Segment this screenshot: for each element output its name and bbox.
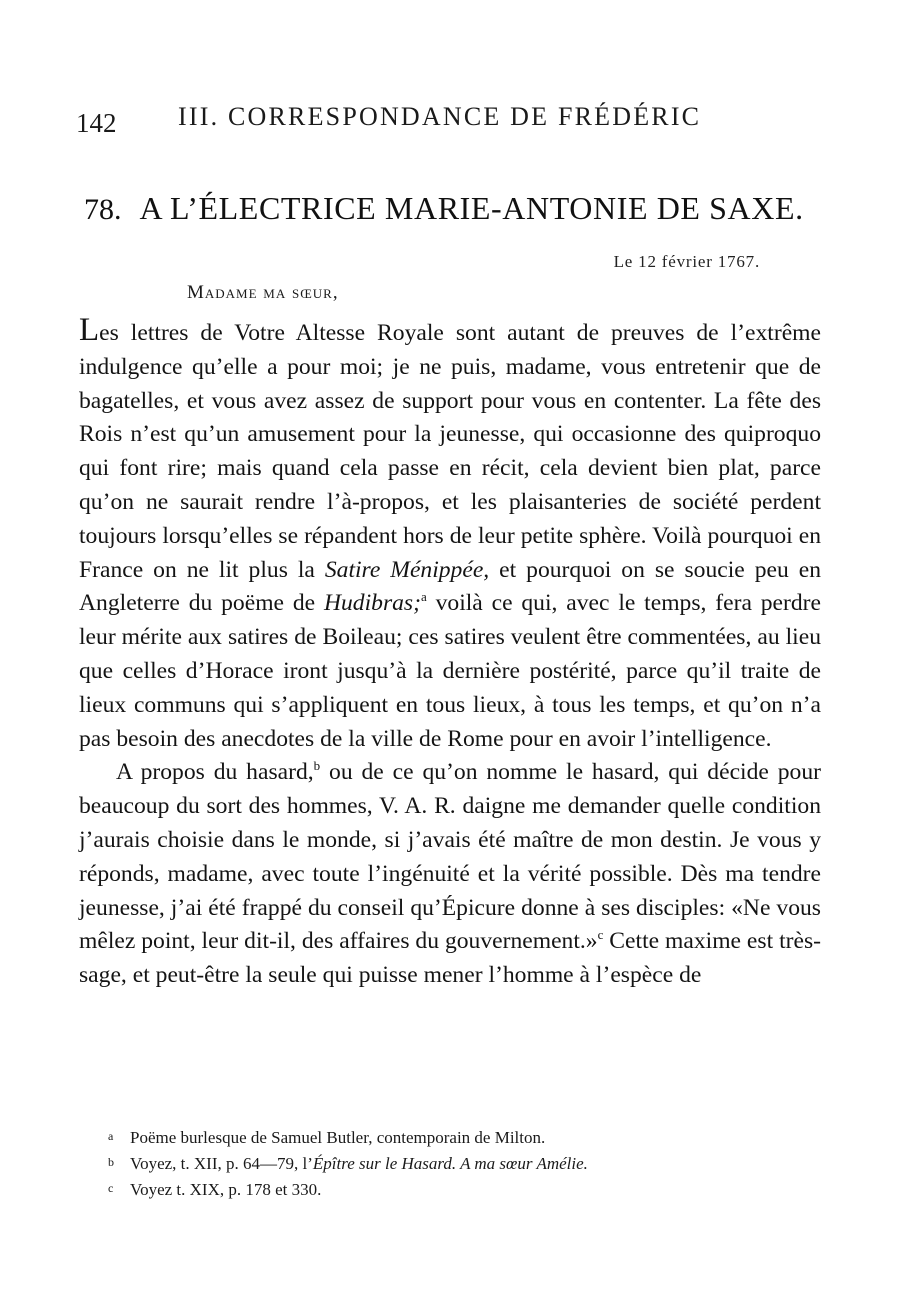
page-number: 142 [76,108,117,138]
footnote-ref-c: c [597,927,604,943]
footnote-italic-title: Épître sur le Hasard. A ma sœur Amélie. [312,1154,588,1173]
paragraph-1-text-a: es lettres de Votre Altesse Royale sont autant de preuves de l’extrême indulgence qu’elle a pour moi; je ne puis, madame, vous entretenir que de bagatelles, et vous avez assez de support pour vous en contenter. La fête des Rois n’est qu’un amusement pour la jeunesse, qui occasionne des quiproquo qui font rire; mais quand cela passe en récit, cela devient bien plat, parce qu’on ne saurait rendre l’à-propos, et les plaisanteries de société perdent toujours lorsqu’elles se répandent hors de leur petite sphère. Voilà pourquoi en France on ne lit plus la [79,320,821,583]
footnote-b [108,1150,808,1176]
drop-cap: L [79,312,100,348]
footnote-marker: c [108,1181,114,1195]
italic-satire-menippee: Satire Ménippée, [324,556,490,583]
paragraph-2-text-c: Cette maxime est très-sage, et peut-être la seule qui puisse mener l’homme à l’espèce de [79,928,821,989]
running-head [76,100,836,140]
footnote-text: Voyez, t. XII, p. 64—79, l’ [130,1154,313,1173]
footnote-marker: b [108,1155,114,1169]
running-title: III. CORRESPONDANCE DE FRÉDÉRIC [178,102,702,131]
paragraph-2-text-a: A propos du hasard, [116,759,314,786]
footnote-ref-a: a [420,589,427,605]
letter-date: Le 12 février 1767. [613,252,760,271]
footnote-marker: a [108,1129,114,1143]
letter-number: 78. [84,193,122,226]
footnotes [108,1124,808,1202]
letter-title: A L’ÉLECTRICE MARIE-ANTONIE DE SAXE. [139,190,804,226]
footnote-text: Voyez t. XIX, p. 178 et 330. [130,1180,322,1199]
paragraph-1-text-b: et pourquoi on se soucie peu en Angleterre du poëme de [79,556,821,617]
letter-body [79,314,821,993]
footnote-ref-b: b [313,758,321,774]
salutation: Madame ma sœur, [187,282,339,303]
paragraph-1 [79,314,821,756]
italic-hudibras: Hudibras; [323,590,421,617]
paragraph-1-text-c: voilà ce qui, avec le temps, fera perdre leur mérite aux satires de Boileau; ces satires veulent être commentées, au lieu que celles d’Horace iront jusqu’à la dernière postérité, parce qu’il traite de lieux communs qui s’appliquent en tous lieux, à tous les temps, et qu’on n’a pas besoin des anecdotes de la ville de Rome pour en avoir l’intelligence. [79,590,822,752]
letter-heading [84,190,824,227]
paragraph-2-text-b: ou de ce qu’on nomme le hasard, qui décide pour beaucoup du sort des hommes, V. A. R. daigne me demander quelle condition j’aurais choisie dans le monde, si j’avais été maître de mon destin. Je vous y réponds, madame, avec toute l’ingénuité et la vérité possible. Dès ma tendre jeunesse, j’ai été frappé du conseil qu’Épicure donne à ses disciples: «Ne vous mêlez point, leur dit-il, des affaires du gouvernement.» [79,759,821,955]
footnote-text: Poëme burlesque de Samuel Butler, contemporain de Milton. [130,1128,546,1147]
footnote-c [108,1176,808,1202]
paragraph-2 [79,756,821,993]
footnote-a [108,1124,808,1150]
